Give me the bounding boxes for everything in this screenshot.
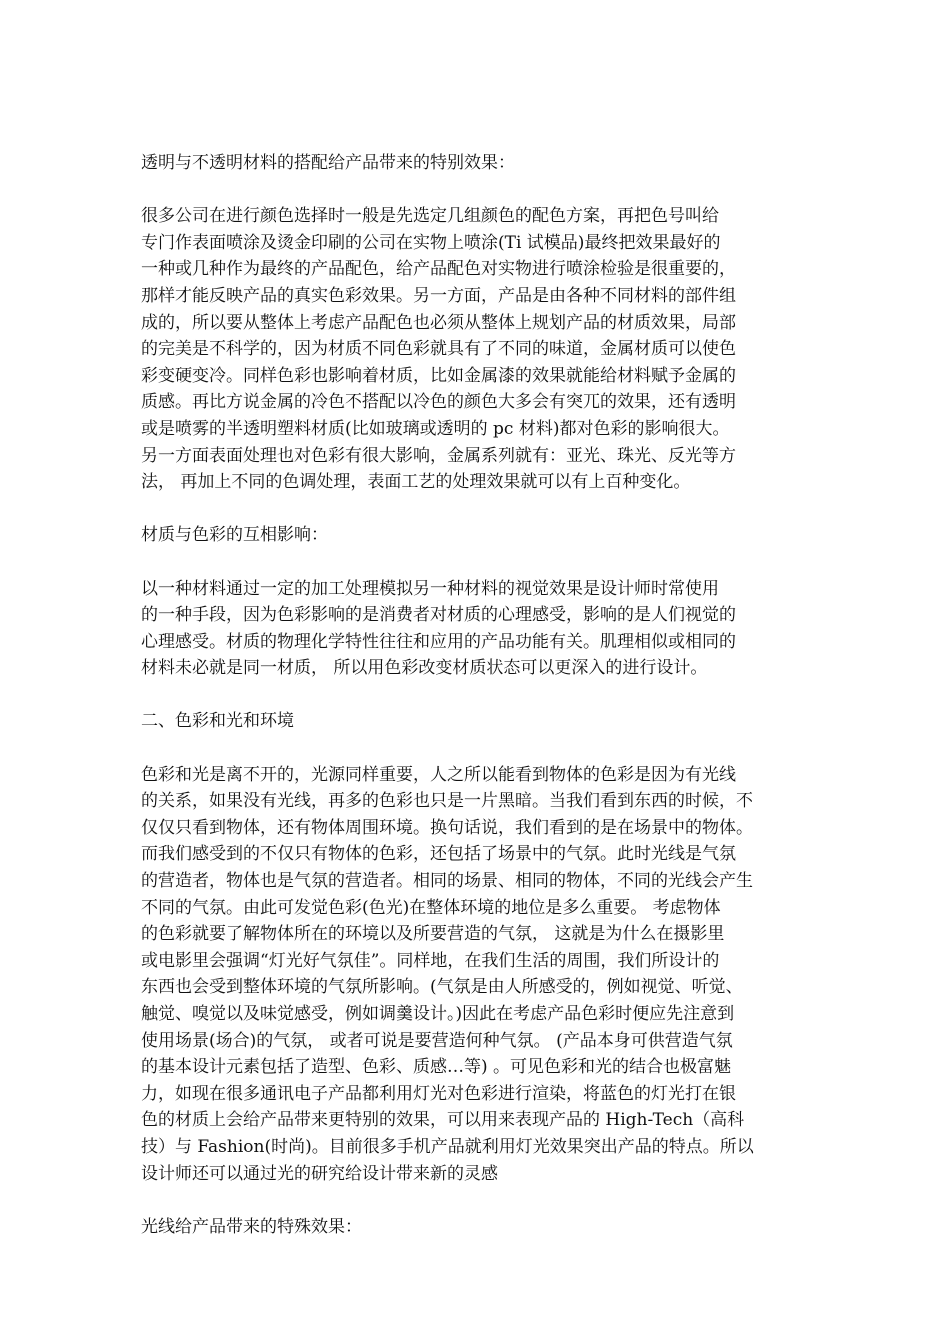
text-line: 法， 再加上不同的色调处理，表面工艺的处理效果就可以有上百种变化。 bbox=[141, 472, 691, 493]
document-body bbox=[141, 150, 813, 1267]
text-line: 二、色彩和光和环境 bbox=[141, 711, 294, 732]
text-line: 以一种材料通过一定的加工处理模拟另一种材料的视觉效果是设计师时常使用 bbox=[141, 578, 719, 599]
section-heading-transparent-materials bbox=[141, 150, 813, 177]
text-line: 透明与不透明材料的搭配给产品带来的特别效果： bbox=[141, 153, 515, 173]
text-line: 质感。再比方说金属的冷色不搭配以冷色的颜色大多会有突兀的效果，还有透明 bbox=[141, 392, 736, 413]
text-line: 设计师还可以通过光的研究给设计带来新的灵感 bbox=[141, 1163, 498, 1184]
text-line: 或电影里会强调“灯光好气氛佳”。同样地，在我们生活的周围，我们所设计的 bbox=[141, 950, 720, 971]
section-heading-material-color-interaction bbox=[141, 522, 813, 549]
text-line: 的色彩就要了解物体所在的环境以及所要营造的气氛， 这就是为什么在摄影里 bbox=[141, 924, 725, 945]
text-line: 不同的气氛。由此可发觉色彩(色光)在整体环境的地位是多么重要。 考虑物体 bbox=[141, 897, 721, 918]
text-line: 的关系，如果没有光线，再多的色彩也只是一片黑暗。当我们看到东西的时候，不 bbox=[141, 791, 753, 812]
text-line: 另一方面表面处理也对色彩有很大影响，金属系列就有：亚光、珠光、反光等方 bbox=[141, 445, 736, 466]
text-line: 力，如现在很多通讯电子产品都利用灯光对色彩进行渲染，将蓝色的灯光打在银 bbox=[141, 1083, 736, 1104]
text-line: 东西也会受到整体环境的气氛所影响。(气氛是由人所感受的，例如视觉、听觉、 bbox=[141, 977, 743, 998]
section-heading-color-light-environment bbox=[141, 708, 813, 735]
text-line: 成的，所以要从整体上考虑产品配色也必须从整体上规划产品的材质效果，局部 bbox=[141, 312, 736, 333]
text-line: 技）与 Fashion(时尚)。目前很多手机产品就利用灯光效果突出产品的特点。所以 bbox=[141, 1136, 754, 1157]
text-line: 那样才能反映产品的真实色彩效果。另一方面，产品是由各种不同材料的部件组 bbox=[141, 285, 736, 306]
paragraph-material-simulation bbox=[141, 576, 813, 682]
section-heading-light-special-effects bbox=[141, 1214, 813, 1241]
text-line: 心理感受。材质的物理化学特性往往和应用的产品功能有关。肌理相似或相同的 bbox=[141, 631, 736, 652]
text-line: 而我们感受到的不仅只有物体的色彩，还包括了场景中的气氛。此时光线是气氛 bbox=[141, 844, 736, 865]
text-line: 很多公司在进行颜色选择时一般是先选定几组颜色的配色方案，再把色号叫给 bbox=[141, 206, 719, 227]
text-line: 材质与色彩的互相影响： bbox=[141, 525, 328, 546]
paragraph-color-and-light bbox=[141, 762, 813, 1188]
text-line: 专门作表面喷涂及烫金印刷的公司在实物上喷涂(Ti 试模品)最终把效果最好的 bbox=[141, 232, 721, 253]
text-line: 色彩和光是离不开的，光源同样重要，人之所以能看到物体的色彩是因为有光线 bbox=[141, 764, 736, 785]
text-line: 光线给产品带来的特殊效果： bbox=[141, 1216, 362, 1237]
text-line: 或是喷雾的半透明塑料材质(比如玻璃或透明的 pc 材料)都对色彩的影响很大。 bbox=[141, 418, 730, 439]
text-line: 的完美是不科学的，因为材质不同色彩就具有了不同的味道，金属材质可以使色 bbox=[141, 339, 736, 360]
text-line: 色的材质上会给产品带来更特别的效果，可以用来表现产品的 High-Tech（高科 bbox=[141, 1110, 745, 1131]
text-line: 仅仅只看到物体，还有物体周围环境。换句话说，我们看到的是在场景中的物体。 bbox=[141, 817, 753, 838]
text-line: 的一种手段，因为色彩影响的是消费者对材质的心理感受，影响的是人们视觉的 bbox=[141, 605, 736, 626]
text-line: 材料未必就是同一材质， 所以用色彩改变材质状态可以更深入的进行设计。 bbox=[141, 658, 708, 679]
text-line: 一种或几种作为最终的产品配色，给产品配色对实物进行喷涂检验是很重要的， bbox=[141, 259, 736, 280]
text-line: 使用场景(场合)的气氛， 或者可说是要营造何种气氛。 (产品本身可供营造气氛 bbox=[141, 1030, 733, 1051]
text-line: 触觉、嗅觉以及味觉感受，例如调羹设计。)因此在考虑产品色彩时便应先注意到 bbox=[141, 1004, 735, 1024]
text-line: 彩变硬变冷。同样色彩也影响着材质，比如金属漆的效果就能给材料赋予金属的 bbox=[141, 365, 736, 386]
paragraph-color-scheme-selection bbox=[141, 203, 813, 496]
text-line: 的基本设计元素包括了造型、色彩、质感…等) 。可见色彩和光的结合也极富魅 bbox=[141, 1057, 732, 1078]
text-line: 的营造者，物体也是气氛的营造者。相同的场景、相同的物体，不同的光线会产生 bbox=[141, 871, 753, 892]
